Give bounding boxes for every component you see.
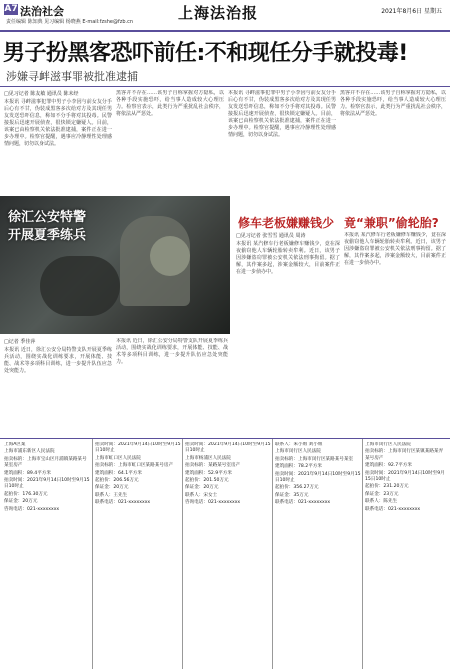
photo-story-text	[4, 338, 112, 434]
moped-byline: □见习记者 张雪雪 通讯员 周涛	[236, 233, 306, 239]
notice-line: 保证金：20万元	[185, 485, 219, 491]
main-story-col3	[228, 90, 336, 208]
photo-title-line1: 徐汇公安特警	[8, 210, 87, 225]
masthead: 上海法治报	[178, 4, 259, 22]
notice-line: 建筑面积：78.2平方米	[275, 464, 322, 470]
main-byline: □见习记者 陈友敏 通讯员 陈未经	[4, 91, 79, 97]
notice-column	[185, 442, 271, 508]
notice-column	[275, 442, 361, 508]
moped-body-cont: 本报讯 某汽修车行老板嫌修车赚钱少，竟在深夜偷窃他人车辆轮胎转卖牟利。近日，该男子因涉嫌盗窃罪被公安机关依法刑事拘留。据了解，其作案多起，涉案金额较大，目前案件正在进一步侦办中。	[344, 232, 446, 266]
notice-line: 咨询电话：021-xxxxxxxx	[4, 506, 60, 512]
notice-line: 拍卖标的：上海市闵行区某镇某路某弄某号房产	[365, 449, 444, 461]
notice-line: 联系人：陈先生	[365, 499, 398, 505]
section-rule	[0, 86, 450, 87]
court-notices	[0, 438, 450, 669]
photo-byline: □记者 季佳萍	[4, 339, 36, 345]
training-photo	[0, 196, 230, 334]
main-body-cont2: 本报讯 寻衅滋事犯罪中男子小李因与前女友分手后心有不甘，伪装成黑客多次给对方及其现任男友发送恐吓信息，称如不分手将对其投毒。民警接报后迅速开展侦查，很快锁定嫌疑人。目前，该案已由检察机关依法批准逮捕，案件正在进一步办理中。检察官提醒，遇事应冷静理性处理感情问题，切勿以身试法。	[228, 90, 336, 138]
photo-body-cont: 本报讯 近日，徐汇公安分局特警支队开展夏季练兵活动，围绕实战化训练要求，开展体能、技能、战术等多项科目训练，进一步提升队伍应急处突能力。	[116, 338, 228, 365]
notice-column	[4, 442, 90, 514]
main-story-col1	[4, 90, 112, 194]
moped-body: 本报讯 某汽修车行老板嫌修车赚钱少，竟在深夜偷窃他人车辆轮胎转卖牟利。近日，该男子因涉嫌盗窃罪被公安机关依法刑事拘留。据了解，其作案多起，涉案金额较大，目前案件正在进一步侦办中。	[236, 241, 340, 275]
issue-date: 2021年8月6日 星期五	[381, 8, 442, 15]
page-header	[0, 0, 450, 36]
notice-line: 上海市杨浦区人民法院	[185, 455, 231, 461]
notice-line: 保证金：20万元	[4, 499, 38, 505]
header-rule	[0, 30, 450, 32]
notice-line: 拍卖标的：某路某号室房产	[185, 463, 241, 469]
notice-line: 保证金：20万元	[95, 485, 129, 491]
notice-line: 联系电话：021-xxxxxxxx	[95, 500, 151, 506]
notice-line: 联系电话：021-xxxxxxxx	[365, 506, 421, 512]
notice-line: 联系电话：021-xxxxxxxx	[275, 500, 331, 506]
notice-line: 拍卖标的：上海市闵行区某路某号某室	[275, 456, 354, 462]
notice-line: 起拍价：206.56万元	[95, 478, 139, 484]
main-story-col2	[116, 90, 224, 194]
notice-column	[365, 442, 447, 514]
notice-line: 拍卖时间：2021年9月14日10时至9月15日10时止	[275, 471, 361, 484]
photo-story-text2	[116, 338, 228, 434]
notice-line: 建筑面积：52.9平方米	[185, 470, 232, 476]
main-body-cont: 黑客并不存在……该男子自称掌握对方隐私，以各种手段实施恐吓，给当事人造成较大心理压力。检察官表示，此类行为严重扰乱社会秩序，将依法从严惩处。	[116, 90, 224, 117]
photo-title-line2: 开展夏季练兵	[8, 228, 87, 243]
notice-line: 联系人：王先生	[95, 492, 128, 498]
notice-line: 上海市浦东新区人民法院	[4, 449, 55, 455]
notice-line: 拍卖时间：2021年9月14日10时至9月15日10时止	[365, 470, 445, 483]
moped-story-col1	[236, 232, 340, 436]
notice-line: 拍卖时间：2021年9月14日10时至9月15日10时止	[4, 478, 90, 490]
notice-line: 拍卖标的：上海市虹口区某路某号房产	[95, 463, 174, 469]
notice-line: 建筑面积：89.4平方米	[4, 470, 51, 476]
main-body-cont3: 黑客并不存在……该男子自称掌握对方隐私，以各种手段实施恐吓，给当事人造成较大心理压力。检察官表示，此类行为严重扰乱社会秩序，将依法从严惩处。	[340, 90, 446, 117]
notice-line: 建筑面积：64.1平方米	[95, 470, 142, 476]
notice-line: 保证金：35万元	[275, 492, 309, 498]
notice-line: 联系人：朱小姐 刘小姐	[275, 442, 323, 447]
notice-line: 起拍价：231.20万元	[365, 484, 409, 490]
notice-column	[95, 442, 181, 508]
photo-body: 本报讯 近日，徐汇公安分局特警支队开展夏季练兵活动，围绕实战化训练要求，开展体能、技能、战术等多项科目训练，进一步提升队伍应急处突能力。	[4, 347, 112, 374]
main-headline: 男子扮黑客恐吓前任:不和现任分手就投毒!	[3, 41, 408, 66]
main-story-col4	[340, 90, 446, 208]
moped-headline-2: 竟“兼职”偷轮胎?	[344, 216, 439, 230]
notice-line: 上海市虹口区人民法院	[95, 455, 141, 461]
notice-line: 上海市闵行区人民法院	[275, 449, 321, 455]
notice-line: 拍卖时间：2021年9月14日10时至9月15日10时止	[95, 442, 181, 454]
notice-line: 拍卖标的：上海市宝山区月浦镇某路某号某室房产	[4, 456, 87, 469]
moped-headline: 修车老板嫌赚钱少	[238, 216, 335, 230]
notice-line: 起拍价：201.50万元	[185, 478, 229, 484]
notice-line: 上海市闵行区人民法院	[365, 442, 411, 447]
editorial-credits: 责任编辑 陈知典 见习编辑 杨晓燕 E-mail:fzshe@fzb.cn	[6, 19, 134, 25]
page-number-tag: A7	[4, 4, 18, 14]
notice-line: 建筑面积：92.7平方米	[365, 463, 412, 469]
section-title: 法治社会	[20, 5, 64, 18]
moped-story-col2	[344, 232, 446, 436]
notice-line: 上海A区案	[4, 442, 26, 447]
notice-line: 拍卖时间：2021年9月14日10时至9月15日10时止	[185, 442, 271, 454]
main-subhead: 涉嫌寻衅滋事罪被批准逮捕	[6, 70, 138, 83]
notice-line: 保证金：23万元	[365, 491, 399, 497]
notice-line: 联系人：宋女士	[185, 492, 218, 498]
notice-line: 起拍价：176.30万元	[4, 491, 48, 497]
main-body: 本报讯 寻衅滋事犯罪中男子小李因与前女友分手后心有不甘，伪装成黑客多次给对方及其现任男友发送恐吓信息，称如不分手将对其投毒。民警接报后迅速开展侦查，很快锁定嫌疑人。目前，该案已由检察机关依法批准逮捕，案件正在进一步办理中。检察官提醒，遇事应冷静理性处理感情问题，切勿以身试法。	[4, 99, 112, 147]
notice-line: 起拍价：356.27万元	[275, 485, 319, 491]
notice-line: 咨询电话：021-xxxxxxxx	[185, 500, 241, 506]
